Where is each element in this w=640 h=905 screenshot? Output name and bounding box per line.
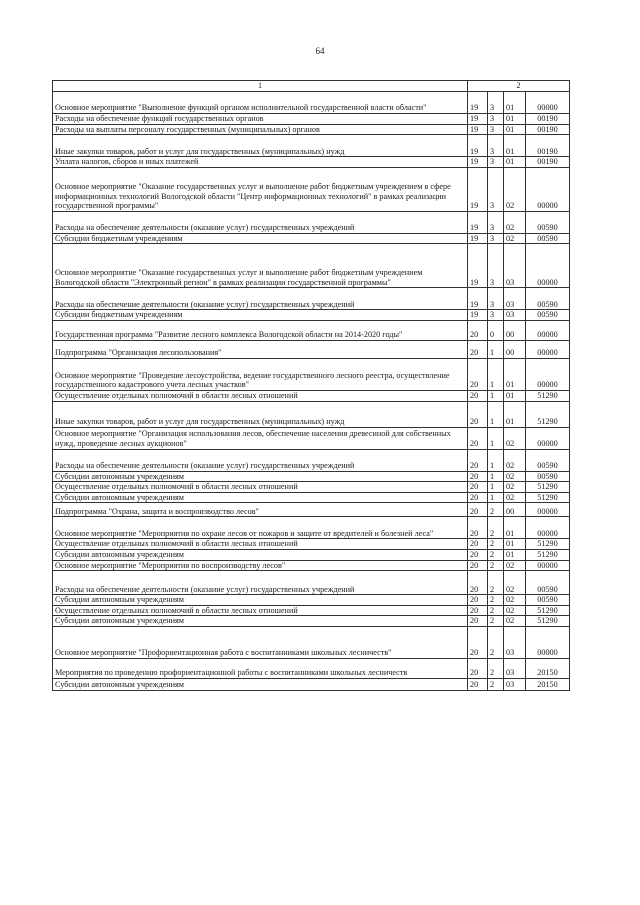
code-cell-4: 00000: [526, 626, 570, 658]
code-cell-1: 20: [468, 340, 488, 358]
code-cell-2: 2: [488, 560, 504, 571]
code-cell-2: 3: [488, 244, 504, 288]
code-cell-3: 03: [504, 658, 526, 678]
table-row: [53, 658, 570, 678]
code-cell-1: 20: [468, 427, 488, 449]
code-cell-4: 00190: [526, 157, 570, 168]
code-cell-1: 19: [468, 124, 488, 135]
code-cell-1: 20: [468, 320, 488, 340]
row-name-cell: Расходы на выплаты персоналу государственных (муниципальных) органов: [53, 124, 468, 135]
code-cell-4: 00000: [526, 244, 570, 288]
row-name-cell: Осуществление отдельных полномочий в области лесных отношений: [53, 482, 468, 493]
code-cell-3: 01: [504, 124, 526, 135]
code-cell-3: 03: [504, 626, 526, 658]
table-row: [53, 605, 570, 616]
code-cell-2: 3: [488, 124, 504, 135]
code-cell-2: 2: [488, 678, 504, 690]
table-row: [53, 492, 570, 503]
row-name-cell: Расходы на обеспечение деятельности (оказание услуг) государственных учреждений: [53, 288, 468, 310]
code-cell-3: 00: [504, 320, 526, 340]
code-cell-3: 01: [504, 549, 526, 560]
code-cell-2: 3: [488, 310, 504, 321]
code-cell-4: 20150: [526, 678, 570, 690]
code-cell-3: 02: [504, 427, 526, 449]
code-cell-2: 3: [488, 114, 504, 125]
code-cell-4: 00590: [526, 571, 570, 595]
row-name-cell: Подпрограмма "Организация лесопользования": [53, 340, 468, 358]
code-cell-1: 19: [468, 114, 488, 125]
code-cell-3: 02: [504, 167, 526, 211]
code-cell-4: 51290: [526, 605, 570, 616]
table-row: [53, 211, 570, 233]
code-cell-2: 3: [488, 135, 504, 157]
code-cell-3: 03: [504, 678, 526, 690]
table-row: [53, 449, 570, 471]
code-cell-1: 20: [468, 390, 488, 401]
code-cell-4: 00000: [526, 92, 570, 114]
code-cell-3: 00: [504, 503, 526, 517]
code-cell-4: 00000: [526, 427, 570, 449]
code-cell-1: 20: [468, 605, 488, 616]
code-cell-2: 0: [488, 320, 504, 340]
code-cell-2: 3: [488, 233, 504, 244]
code-cell-2: 2: [488, 571, 504, 595]
table-row: [53, 124, 570, 135]
code-cell-4: 51290: [526, 482, 570, 493]
table-row: [53, 167, 570, 211]
table-row: [53, 233, 570, 244]
code-cell-2: 1: [488, 340, 504, 358]
row-name-cell: Уплата налогов, сборов и иных платежей: [53, 157, 468, 168]
code-cell-1: 19: [468, 92, 488, 114]
row-name-cell: Основное мероприятие "Выполнение функций органом исполнительной государственной власти области": [53, 92, 468, 114]
row-name-cell: Основное мероприятие "Профориентационная работа с воспитанниками школьных лесничеств": [53, 626, 468, 658]
code-cell-4: 00590: [526, 288, 570, 310]
row-name-cell: Субсидии автономным учреждениям: [53, 595, 468, 606]
row-name-cell: Субсидии бюджетным учреждениям: [53, 310, 468, 321]
code-cell-3: 01: [504, 517, 526, 539]
table-row: [53, 427, 570, 449]
code-cell-4: 20150: [526, 658, 570, 678]
code-cell-4: 00000: [526, 560, 570, 571]
code-cell-4: 00190: [526, 135, 570, 157]
row-name-cell: Основное мероприятие "Оказание государственных услуг и выполнение работ бюджетным учреждением в сфере информационных технологий Вологодской области "Центр информационных технологий" в рамках реализации государственной программы": [53, 167, 468, 211]
code-cell-3: 01: [504, 135, 526, 157]
code-cell-1: 20: [468, 571, 488, 595]
table-header-row: [53, 81, 570, 92]
code-cell-4: 51290: [526, 539, 570, 550]
code-cell-2: 1: [488, 482, 504, 493]
code-cell-4: 00000: [526, 167, 570, 211]
table-row: [53, 503, 570, 517]
row-name-cell: Расходы на обеспечение деятельности (оказание услуг) государственных учреждений: [53, 211, 468, 233]
code-cell-4: 00000: [526, 340, 570, 358]
code-cell-1: 20: [468, 595, 488, 606]
row-name-cell: Субсидии бюджетным учреждениям: [53, 233, 468, 244]
code-cell-4: 00590: [526, 233, 570, 244]
code-cell-4: 51290: [526, 549, 570, 560]
code-cell-2: 1: [488, 492, 504, 503]
row-name-cell: Подпрограмма "Охрана, защита и воспроизводство лесов": [53, 503, 468, 517]
code-cell-2: 1: [488, 401, 504, 427]
row-name-cell: Основное мероприятие "Оказание государственных услуг и выполнение работ бюджетным учреждением Вологодской области "Электронный регион" в рамках реализации государственной программы": [53, 244, 468, 288]
row-name-cell: Субсидии автономным учреждениям: [53, 678, 468, 690]
code-cell-1: 20: [468, 358, 488, 390]
code-cell-1: 19: [468, 288, 488, 310]
code-cell-4: 00000: [526, 517, 570, 539]
code-cell-2: 3: [488, 288, 504, 310]
code-cell-4: 00590: [526, 595, 570, 606]
code-cell-3: 01: [504, 401, 526, 427]
code-cell-1: 20: [468, 517, 488, 539]
code-cell-3: 02: [504, 571, 526, 595]
code-cell-1: 20: [468, 503, 488, 517]
code-cell-2: 2: [488, 605, 504, 616]
row-name-cell: Мероприятия по проведению профориентационной работы с воспитанниками школьных лесничеств: [53, 658, 468, 678]
code-cell-1: 19: [468, 167, 488, 211]
code-cell-3: 01: [504, 157, 526, 168]
table-row: [53, 595, 570, 606]
code-cell-4: 00190: [526, 114, 570, 125]
row-name-cell: Основное мероприятие "Мероприятия по воспроизводству лесов": [53, 560, 468, 571]
table-row: [53, 320, 570, 340]
code-cell-4: 00590: [526, 211, 570, 233]
code-cell-3: 01: [504, 92, 526, 114]
table-row: [53, 471, 570, 482]
code-cell-1: 20: [468, 560, 488, 571]
code-cell-2: 2: [488, 658, 504, 678]
code-cell-3: 02: [504, 233, 526, 244]
code-cell-1: 20: [468, 401, 488, 427]
code-cell-4: 51290: [526, 616, 570, 627]
code-cell-1: 20: [468, 449, 488, 471]
code-cell-3: 01: [504, 114, 526, 125]
code-cell-1: 20: [468, 471, 488, 482]
table-row: [53, 390, 570, 401]
table-row: [53, 157, 570, 168]
code-cell-1: 19: [468, 211, 488, 233]
code-cell-3: 01: [504, 358, 526, 390]
code-cell-2: 2: [488, 549, 504, 560]
table-row: [53, 288, 570, 310]
code-cell-2: 2: [488, 626, 504, 658]
code-cell-4: 00590: [526, 471, 570, 482]
row-name-cell: Субсидии автономным учреждениям: [53, 471, 468, 482]
code-cell-4: 00000: [526, 320, 570, 340]
row-name-cell: Осуществление отдельных полномочий в области лесных отношений: [53, 539, 468, 550]
code-cell-4: 51290: [526, 401, 570, 427]
table-row: [53, 678, 570, 690]
code-cell-3: 02: [504, 492, 526, 503]
code-cell-1: 20: [468, 616, 488, 627]
code-cell-1: 20: [468, 678, 488, 690]
code-cell-2: 1: [488, 449, 504, 471]
row-name-cell: Расходы на обеспечение функций государственных органов: [53, 114, 468, 125]
code-cell-4: 00000: [526, 503, 570, 517]
row-name-cell: Расходы на обеспечение деятельности (оказание услуг) государственных учреждений: [53, 571, 468, 595]
row-name-cell: Государственная программа "Развитие лесного комплекса Вологодской области на 2014-2020 годы": [53, 320, 468, 340]
code-cell-2: 3: [488, 92, 504, 114]
code-cell-4: 51290: [526, 390, 570, 401]
table-row: [53, 616, 570, 627]
code-cell-3: 01: [504, 390, 526, 401]
code-cell-1: 20: [468, 626, 488, 658]
table-row: [53, 310, 570, 321]
code-cell-1: 19: [468, 244, 488, 288]
code-cell-1: 19: [468, 135, 488, 157]
code-cell-3: 02: [504, 471, 526, 482]
row-name-cell: Иные закупки товаров, работ и услуг для государственных (муниципальных) нужд: [53, 401, 468, 427]
code-cell-1: 20: [468, 658, 488, 678]
table-row: [53, 358, 570, 390]
code-cell-3: 02: [504, 449, 526, 471]
table-row: [53, 244, 570, 288]
table-row: [53, 571, 570, 595]
code-cell-4: 00590: [526, 310, 570, 321]
code-cell-1: 20: [468, 482, 488, 493]
table-row: [53, 135, 570, 157]
table-row: [53, 92, 570, 114]
code-cell-3: 01: [504, 539, 526, 550]
row-name-cell: Основное мероприятие "Организация использования лесов, обеспечение населения древесиной для собственных нужд, проведение лесных аукционов": [53, 427, 468, 449]
code-cell-2: 3: [488, 167, 504, 211]
table-row: [53, 626, 570, 658]
row-name-cell: Осуществление отдельных полномочий в области лесных отношений: [53, 390, 468, 401]
code-cell-3: 02: [504, 211, 526, 233]
code-cell-1: 20: [468, 539, 488, 550]
code-cell-1: 19: [468, 310, 488, 321]
code-cell-2: 1: [488, 471, 504, 482]
row-name-cell: Иные закупки товаров, работ и услуг для государственных (муниципальных) нужд: [53, 135, 468, 157]
table-row: [53, 114, 570, 125]
code-cell-1: 19: [468, 233, 488, 244]
code-cell-2: 2: [488, 595, 504, 606]
table-row: [53, 549, 570, 560]
row-name-cell: Субсидии автономным учреждениям: [53, 616, 468, 627]
code-cell-3: 02: [504, 482, 526, 493]
code-cell-3: 03: [504, 288, 526, 310]
code-cell-2: 3: [488, 157, 504, 168]
code-cell-1: 19: [468, 157, 488, 168]
code-cell-2: 2: [488, 503, 504, 517]
table-row: [53, 482, 570, 493]
code-cell-2: 2: [488, 616, 504, 627]
code-cell-2: 1: [488, 427, 504, 449]
row-name-cell: Осуществление отдельных полномочий в области лесных отношений: [53, 605, 468, 616]
budget-classification-table: [52, 80, 570, 691]
code-cell-2: 2: [488, 517, 504, 539]
row-name-cell: Основное мероприятие "Проведение лесоустройства, ведение государственного лесного реестра, осуществление государственного кадастрового учета лесных участков": [53, 358, 468, 390]
table-body: [53, 92, 570, 691]
code-cell-2: 3: [488, 211, 504, 233]
code-cell-4: 51290: [526, 492, 570, 503]
page-number: 64: [315, 46, 325, 56]
code-cell-2: 1: [488, 390, 504, 401]
code-cell-1: 20: [468, 492, 488, 503]
code-cell-2: 1: [488, 358, 504, 390]
table-row: [53, 517, 570, 539]
header-column-2: 2: [468, 81, 570, 92]
code-cell-3: 02: [504, 595, 526, 606]
table-row: [53, 401, 570, 427]
table-row: [53, 340, 570, 358]
code-cell-3: 02: [504, 616, 526, 627]
table-row: [53, 539, 570, 550]
row-name-cell: Субсидии автономным учреждениям: [53, 492, 468, 503]
code-cell-3: 02: [504, 605, 526, 616]
code-cell-4: 00190: [526, 124, 570, 135]
code-cell-3: 02: [504, 560, 526, 571]
row-name-cell: Основное мероприятие "Мероприятия по охране лесов от пожаров и защите от вредителей и болезней леса": [53, 517, 468, 539]
table-row: [53, 560, 570, 571]
code-cell-1: 20: [468, 549, 488, 560]
code-cell-4: 00590: [526, 449, 570, 471]
code-cell-3: 00: [504, 340, 526, 358]
code-cell-3: 03: [504, 310, 526, 321]
code-cell-4: 00000: [526, 358, 570, 390]
code-cell-2: 2: [488, 539, 504, 550]
header-column-1: 1: [53, 81, 468, 92]
row-name-cell: Расходы на обеспечение деятельности (оказание услуг) государственных учреждений: [53, 449, 468, 471]
row-name-cell: Субсидии автономным учреждениям: [53, 549, 468, 560]
code-cell-3: 03: [504, 244, 526, 288]
